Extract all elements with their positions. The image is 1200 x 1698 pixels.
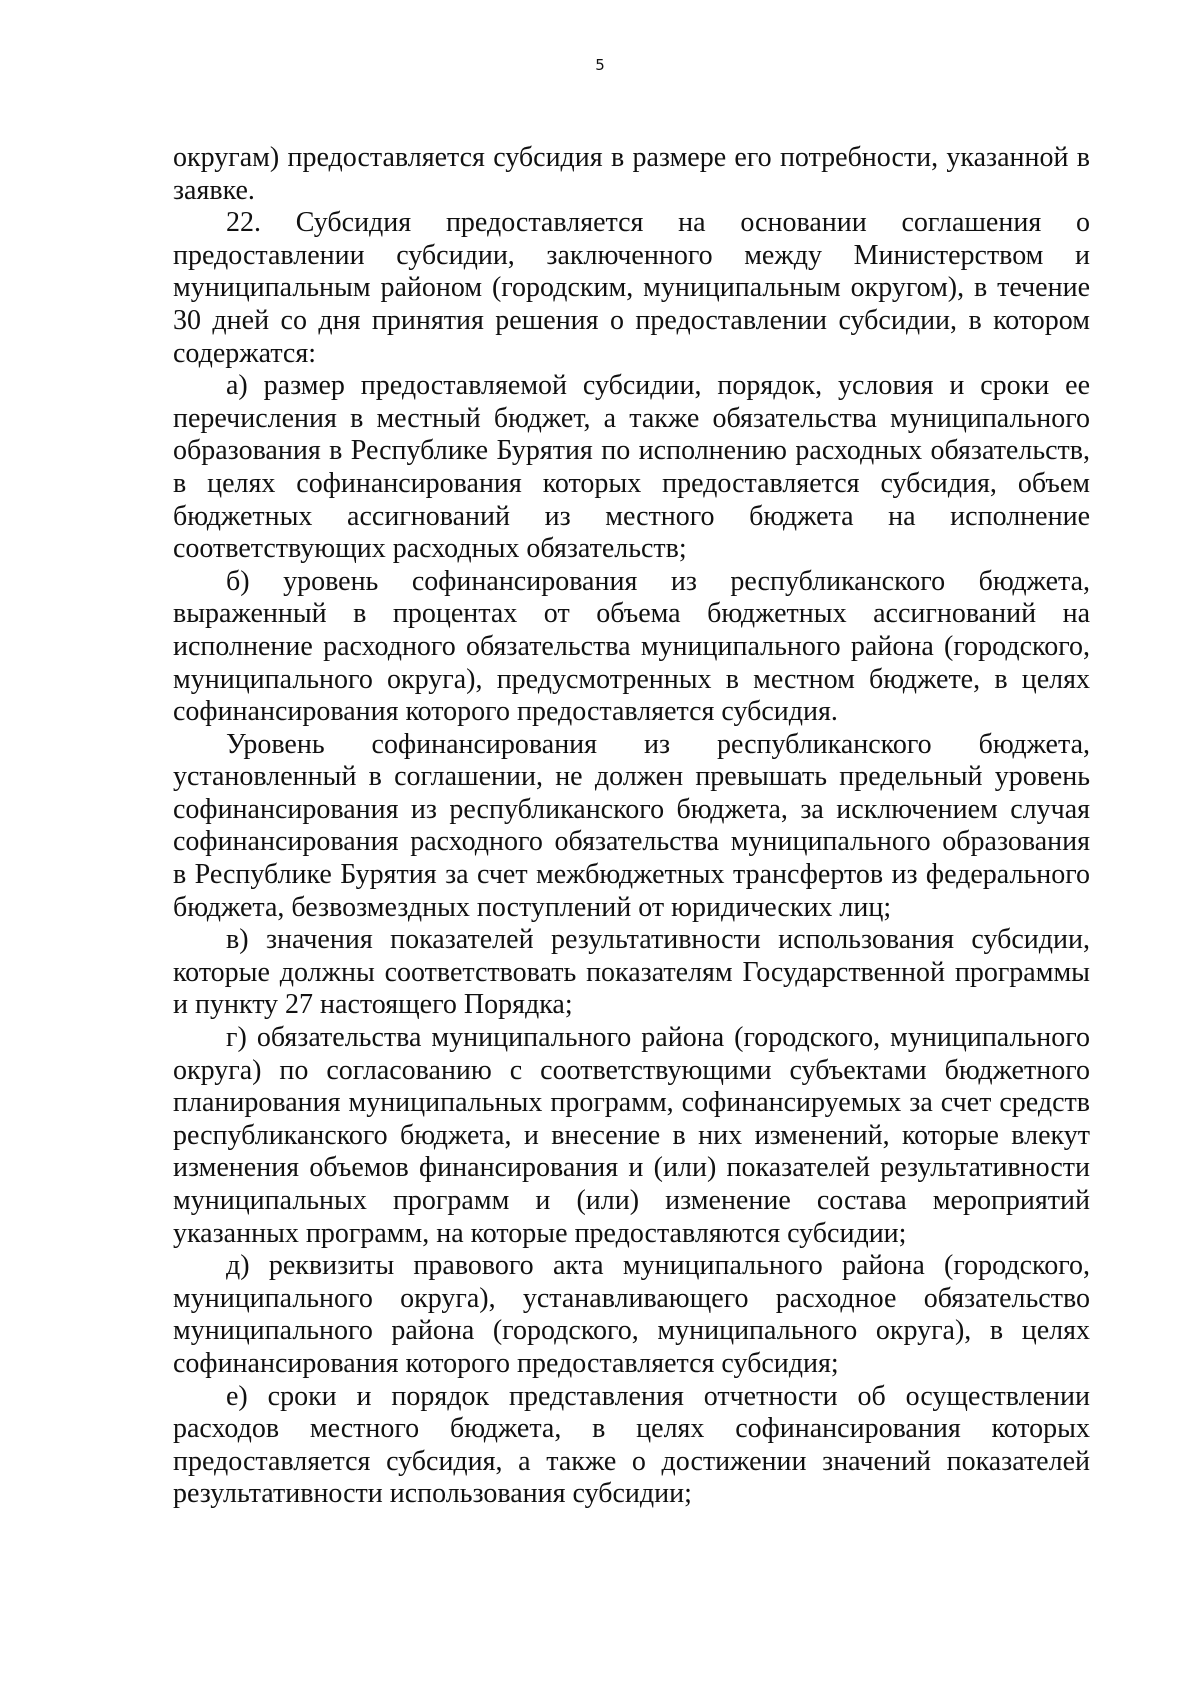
paragraph-subitem-d: д) реквизиты правового акта муниципального района (городского, муниципального округа), устанавливающего расходное обязательство муниципального района (городского, муниципального округа), в целях софинансирования которого предоставляется субсидия; [173, 1250, 1090, 1379]
paragraph-item-22: 22. Субсидия предоставляется на основании соглашения о предоставлении субсидии, заключенного между Министерством и муниципальным районом (городским, муниципальным округом), в течение 30 дней со дня принятия решения о предоставлении субсидии, в котором содержатся: [173, 207, 1090, 369]
paragraph-continuation: округам) предоставляется субсидия в размере его потребности, указанной в заявке. [173, 142, 1090, 206]
paragraph-subitem-e: е) сроки и порядок представления отчетности об осуществлении расходов местного бюджета, в целях софинансирования которых предоставляется субсидия, а также о достижении значений показателей результативности использования субсидии; [173, 1380, 1090, 1510]
paragraph-subitem-a: а) размер предоставляемой субсидии, порядок, условия и сроки ее перечисления в местный бюджет, а также обязательства муниципального образования в Республике Бурятия по исполнению расходных обязательств, в целях софинансирования которых предоставляется субсидия, объем бюджетных ассигнований из местного бюджета на исполнение соответствующих расходных обязательств; [173, 370, 1090, 565]
paragraph-subitem-v: в) значения показателей результативности использования субсидии, которые должны соответствовать показателям Государственной программы и пункту 27 настоящего Порядка; [173, 924, 1090, 1021]
document-body [173, 142, 1090, 1511]
paragraph-cofinancing-level: Уровень софинансирования из республиканского бюджета, установленный в соглашении, не должен превышать предельный уровень софинансирования из республиканского бюджета, за исключением случая софинансирования расходного обязательства муниципального образования в Республике Бурятия за счет межбюджетных трансфертов из федерального бюджета, безвозмездных поступлений от юридических лиц; [173, 728, 1090, 923]
paragraph-subitem-b: б) уровень софинансирования из республиканского бюджета, выраженный в процентах от объема бюджетных ассигнований на исполнение расходного обязательства муниципального района (городского, муниципального округа), предусмотренных в местном бюджете, в целях софинансирования которого предоставляется субсидия. [173, 565, 1090, 728]
page-number: 5 [595, 56, 605, 74]
paragraph-subitem-g: г) обязательства муниципального района (городского, муниципального округа) по согласованию с соответствующими субъектами бюджетного планирования муниципальных программ, софинансируемых за счет средств республиканского бюджета, и внесение в них изменений, которые влекут изменения объемов финансирования и (или) показателей результативности муниципальных программ и (или) изменение состава мероприятий указанных программ, на которые предоставляются субсидии; [173, 1022, 1090, 1249]
